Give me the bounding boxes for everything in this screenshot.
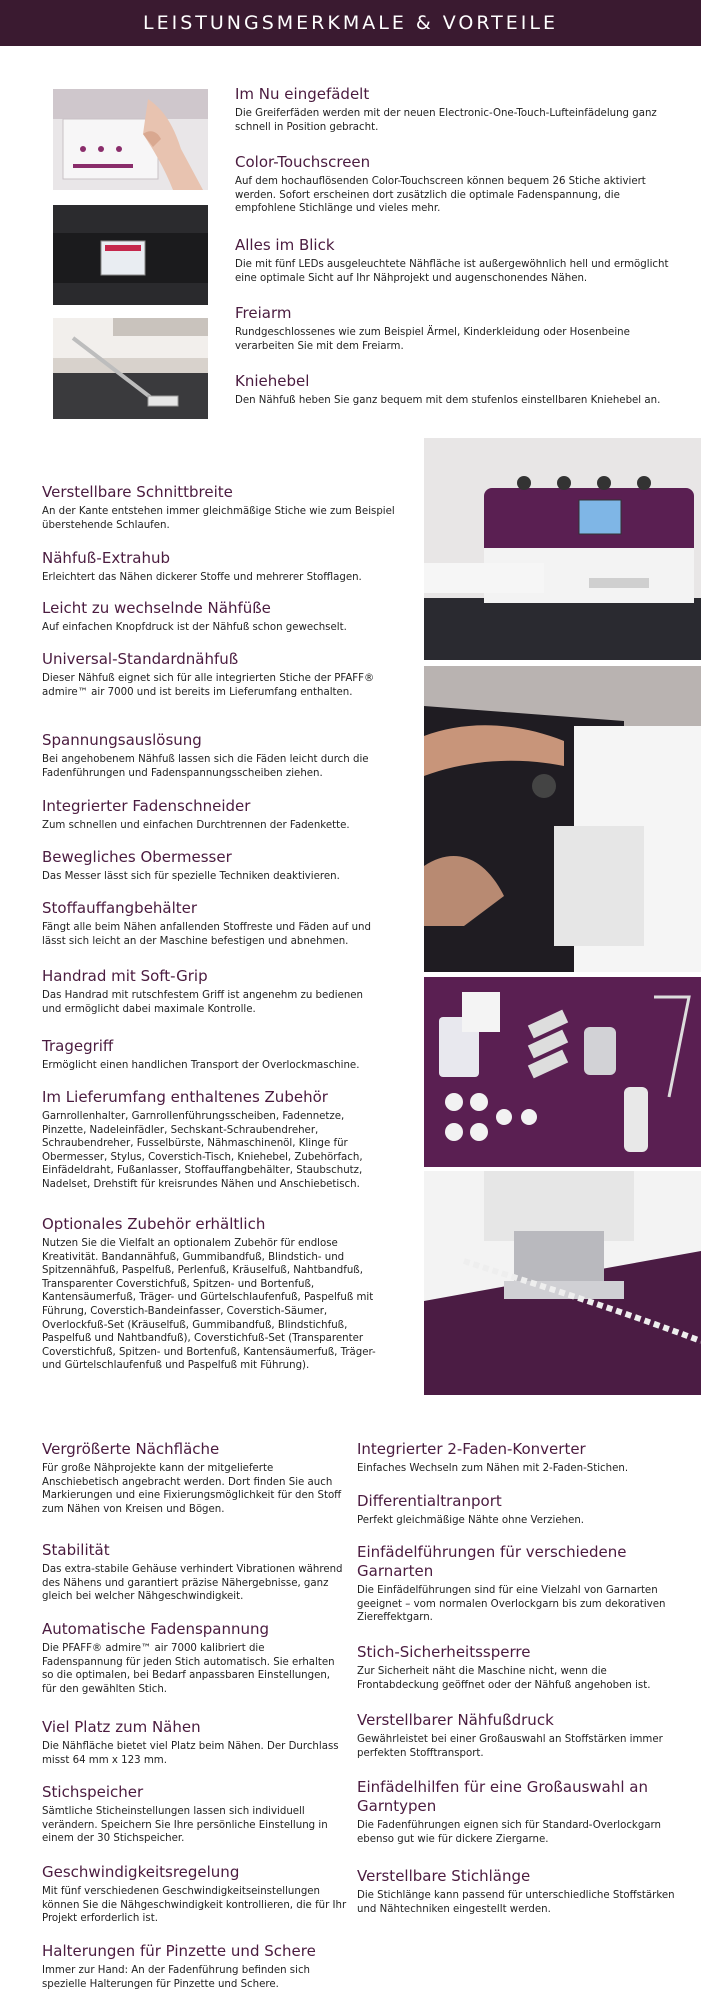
feature-alles-im-blick (235, 236, 675, 285)
feature-universal-naehfuss (42, 650, 382, 699)
feature-stichspeicher (42, 1783, 347, 1846)
feature-einfaedelhilfen (357, 1778, 677, 1846)
feature-obermesser (42, 848, 412, 884)
feature-text: Die Nähfläche bietet viel Platz beim Nähen. Der Durchlass misst 64 mm x 123 mm. (42, 1741, 339, 1766)
feature-text: Garnrollenhalter, Garnrollenführungsscheiben, Fadennetze, Pinzette, Nadeleinfädler, Sechskant-Schraubendreher, Schraubendreher, Fusselbürste, Nähmaschinenöl, Klinge für Obermesser, Stylus, Coverstich-Tisch, Kniehebel, Zubehörfach, Einfädeldraht, Fußanlasser, Stoffauffangbehälter, Staubschutz, Nadelset, Drehstift für kreisrundes Nähen und Anschiebetisch. (42, 1111, 363, 1190)
feature-stich-sicherheitssperre (357, 1643, 677, 1692)
feature-geschwindigkeitsregelung (42, 1863, 347, 1926)
feature-title: Einfädelführungen für verschiedene Garnarten (357, 1543, 627, 1580)
overlock-machine-photo (424, 438, 701, 660)
feature-differentialtransport (357, 1492, 677, 1528)
feature-einfaedelfuehrungen (357, 1543, 677, 1625)
page-header (0, 0, 701, 46)
feature-title: Stich-Sicherheitssperre (357, 1643, 531, 1661)
feature-stabilitaet (42, 1541, 347, 1604)
feature-title: Handrad mit Soft-Grip (42, 967, 208, 985)
feature-2-faden-konverter (357, 1440, 677, 1476)
free-arm-lever-photo (53, 318, 208, 419)
feature-naehflaeche (42, 1440, 347, 1516)
feature-title: Freiarm (235, 304, 292, 322)
feature-title: Differentialtranport (357, 1492, 502, 1510)
feature-text: Das Messer lässt sich für spezielle Techniken deaktivieren. (42, 871, 340, 882)
feature-title: Automatische Fadenspannung (42, 1620, 270, 1638)
feature-text: Das extra-stabile Gehäuse verhindert Vibrationen während des Nähens und garantiert präzise Nähergebnisse, ganz gleich bei welcher Nähgeschwindigkeit. (42, 1564, 343, 1603)
feature-text: Perfekt gleichmäßige Nähte ohne Verziehen. (357, 1515, 585, 1526)
feature-text: Die Einfädelführungen sind für eine Vielzahl von Garnarten geeignet – vom normalen Overlockgarn bis zum dekorativen Ziereffektgarn. (357, 1585, 666, 1624)
feature-halterungen (42, 1942, 347, 1991)
feature-freiarm (235, 304, 675, 353)
feature-stoffauffangbehaelter (42, 899, 382, 948)
touchscreen-photo (53, 205, 208, 305)
feature-optionales-zubehoer (42, 1215, 384, 1373)
feature-title: Im Nu eingefädelt (235, 85, 370, 103)
feature-text: An der Kante entstehen immer gleichmäßige Stiche wie zum Beispiel überstehende Schlaufen. (42, 506, 395, 531)
feature-title: Universal-Standardnähfuß (42, 650, 239, 668)
feature-text: Für große Nähprojekte kann der mitgelieferte Anschiebetisch angebracht werden. Dort finden Sie auch Markierungen und eine Fixierungsmöglichkeit für den Stoff zum Nähen von Kreisen und Bögen. (42, 1463, 342, 1515)
feature-title: Integrierter Fadenschneider (42, 797, 251, 815)
feature-text: Dieser Nähfuß eignet sich für alle integrierten Stiche der PFAFF® admire™ air 7000 und ist bereits im Lieferumfang enthalten. (42, 673, 375, 698)
feature-text: Bei angehobenem Nähfuß lassen sich die Fäden leicht durch die Fadenführungen und Fadenspannungsscheiben ziehen. (42, 754, 369, 779)
feature-title: Nähfuß-Extrahub (42, 549, 170, 567)
feature-text: Fängt alle beim Nähen anfallenden Stoffreste und Fäden auf und lässt sich leicht an der Maschine befestigen und abnehmen. (42, 922, 371, 947)
feature-title: Stabilität (42, 1541, 110, 1559)
feature-title: Vergrößerte Nächfläche (42, 1440, 220, 1458)
feature-platz-zum-naehen (42, 1718, 347, 1767)
feature-text: Sämtliche Sticheinstellungen lassen sich individuell verändern. Speichern Sie Ihre persönliche Einstellung in einem der 30 Stichspeicher. (42, 1806, 328, 1845)
presser-foot-pearls-photo (424, 1171, 701, 1395)
feature-text: Die Fadenführungen eignen sich für Standard-Overlockgarn ebenso gut wie für dickere Ziergarne. (357, 1820, 662, 1845)
feature-spannungsausloesung (42, 731, 392, 780)
feature-text: Ermöglicht einen handlichen Transport der Overlockmaschine. (42, 1060, 360, 1071)
feature-title: Stichspeicher (42, 1783, 144, 1801)
feature-title: Bewegliches Obermesser (42, 848, 232, 866)
feature-text: Immer zur Hand: An der Fadenführung befinden sich spezielle Halterungen für Pinzette und Schere. (42, 1965, 310, 1990)
feature-im-nu-eingefaedelt (235, 85, 675, 134)
feature-title: Spannungsauslösung (42, 731, 202, 749)
feature-title: Color-Touchscreen (235, 153, 371, 171)
feature-text: Nutzen Sie die Vielfalt an optionalem Zubehör für endlose Kreativität. Bandannähfuß, Gummibandfuß, Blindstich- und Spitzennähfuß, Paspelfuß, Perlenfuß, Kräuselfuß, Nahtbandfuß, Transparenter Coverstichfuß, Spitzen- und Bortenfuß, Kantensäumerfuß, Träger- und Gürtelschlaufenfuß, Paspelfuß mit Führung, Coverstich-Bandeinfasser, Coverstich-Säumer, Overlockfuß-Set (Kräuselfuß, Gummibandfuß, Blindstichfuß, Paspelfuß und Nahtbandfuß), Coverstichfuß-Set (Transparenter Coverstichfuß, Spitzen- und Bortenfuß, Kantensäumerfuß, Träger- und Gürtelschlaufenfuß und Paspelfuß mit Führung). (42, 1238, 376, 1372)
feature-text: Einfaches Wechseln zum Nähen mit 2-Faden-Stichen. (357, 1463, 629, 1474)
feature-naehfussdruck (357, 1711, 677, 1760)
feature-text: Das Handrad mit rutschfestem Griff ist angenehm zu bedienen und ermöglicht dabei maximale Kontrolle. (42, 990, 364, 1015)
feature-title: Verstellbare Stichlänge (357, 1867, 531, 1885)
feature-naehfuesse (42, 599, 412, 635)
feature-text: Auf einfachen Knopfdruck ist der Nähfuß schon gewechselt. (42, 622, 347, 633)
feature-title: Optionales Zubehör erhältlich (42, 1215, 266, 1233)
feature-text: Die mit fünf LEDs ausgeleuchtete Nähfläche ist außergewöhnlich hell und ermöglicht eine optimale Sicht auf Ihr Nähprojekt und augenschonendes Nähen. (235, 259, 669, 284)
accessories-photo (424, 977, 701, 1167)
feature-tragegriff (42, 1037, 412, 1073)
feature-title: Integrierter 2-Faden-Konverter (357, 1440, 586, 1458)
feature-title: Verstellbare Schnittbreite (42, 483, 233, 501)
feature-fadenschneider (42, 797, 412, 833)
feature-text: Die PFAFF® admire™ air 7000 kalibriert die Fadenspannung für jeden Stich automatisch. Sie erhalten so die optimalen, bei Bedarf anpassbaren Einstellungen, für den gewählten Stich. (42, 1643, 335, 1695)
feature-kniehebel (235, 372, 675, 408)
threading-hand-photo (53, 89, 208, 190)
feature-text: Erleichtert das Nähen dickerer Stoffe und mehrerer Stofflagen. (42, 572, 362, 583)
feature-title: Tragegriff (42, 1037, 114, 1055)
feature-text: Rundgeschlossenes wie zum Beispiel Ärmel, Kinderkleidung oder Hosenbeine verarbeiten Sie mit dem Freiarm. (235, 327, 630, 352)
feature-title: Kniehebel (235, 372, 310, 390)
feature-title: Viel Platz zum Nähen (42, 1718, 201, 1736)
sewing-hands-photo (424, 666, 701, 972)
feature-text: Mit fünf verschiedenen Geschwindigkeitseinstellungen können Sie die Nähgeschwindigkeit kontrollieren, die für Ihr Projekt erforderlich ist. (42, 1886, 347, 1925)
feature-schnittbreite (42, 483, 412, 532)
feature-text: Zum schnellen und einfachen Durchtrennen der Fadenkette. (42, 820, 350, 831)
feature-color-touchscreen (235, 153, 675, 216)
feature-text: Zur Sicherheit näht die Maschine nicht, wenn die Frontabdeckung geöffnet oder der Nähfuß angehoben ist. (357, 1666, 651, 1691)
feature-text: Den Nähfuß heben Sie ganz bequem mit dem stufenlos einstellbaren Kniehebel an. (235, 395, 661, 406)
feature-text: Die Greiferfäden werden mit der neuen Electronic-One-Touch-Lufteinfädelung ganz schnell in Position gebracht. (235, 108, 657, 133)
feature-stichlaenge (357, 1867, 677, 1916)
feature-lieferumfang (42, 1088, 382, 1192)
feature-fadenspannung (42, 1620, 347, 1696)
feature-title: Alles im Blick (235, 236, 335, 254)
feature-title: Geschwindigkeitsregelung (42, 1863, 240, 1881)
feature-title: Stoffauffangbehälter (42, 899, 198, 917)
feature-title: Leicht zu wechselnde Nähfüße (42, 599, 271, 617)
feature-text: Die Stichlänge kann passend für unterschiedliche Stoffstärken und Nähtechniken eingestellt werden. (357, 1890, 675, 1915)
page-title: LEISTUNGSMERKMALE & VORTEILE (143, 12, 558, 34)
feature-title: Halterungen für Pinzette und Schere (42, 1942, 316, 1960)
feature-naehfuss-extrahub (42, 549, 412, 585)
feature-text: Gewährleistet bei einer Großauswahl an Stoffstärken immer perfekten Stofftransport. (357, 1734, 663, 1759)
feature-text: Auf dem hochauflösenden Color-Touchscreen können bequem 26 Stiche aktiviert werden. Sofort erscheinen dort zusätzlich die optimale Fadenspannung, die empfohlene Stichlänge und vieles mehr. (235, 176, 646, 215)
feature-handrad (42, 967, 382, 1016)
feature-title: Einfädelhilfen für eine Großauswahl an Garntypen (357, 1778, 648, 1815)
feature-title: Im Lieferumfang enthaltenes Zubehör (42, 1088, 328, 1106)
feature-title: Verstellbarer Nähfußdruck (357, 1711, 554, 1729)
